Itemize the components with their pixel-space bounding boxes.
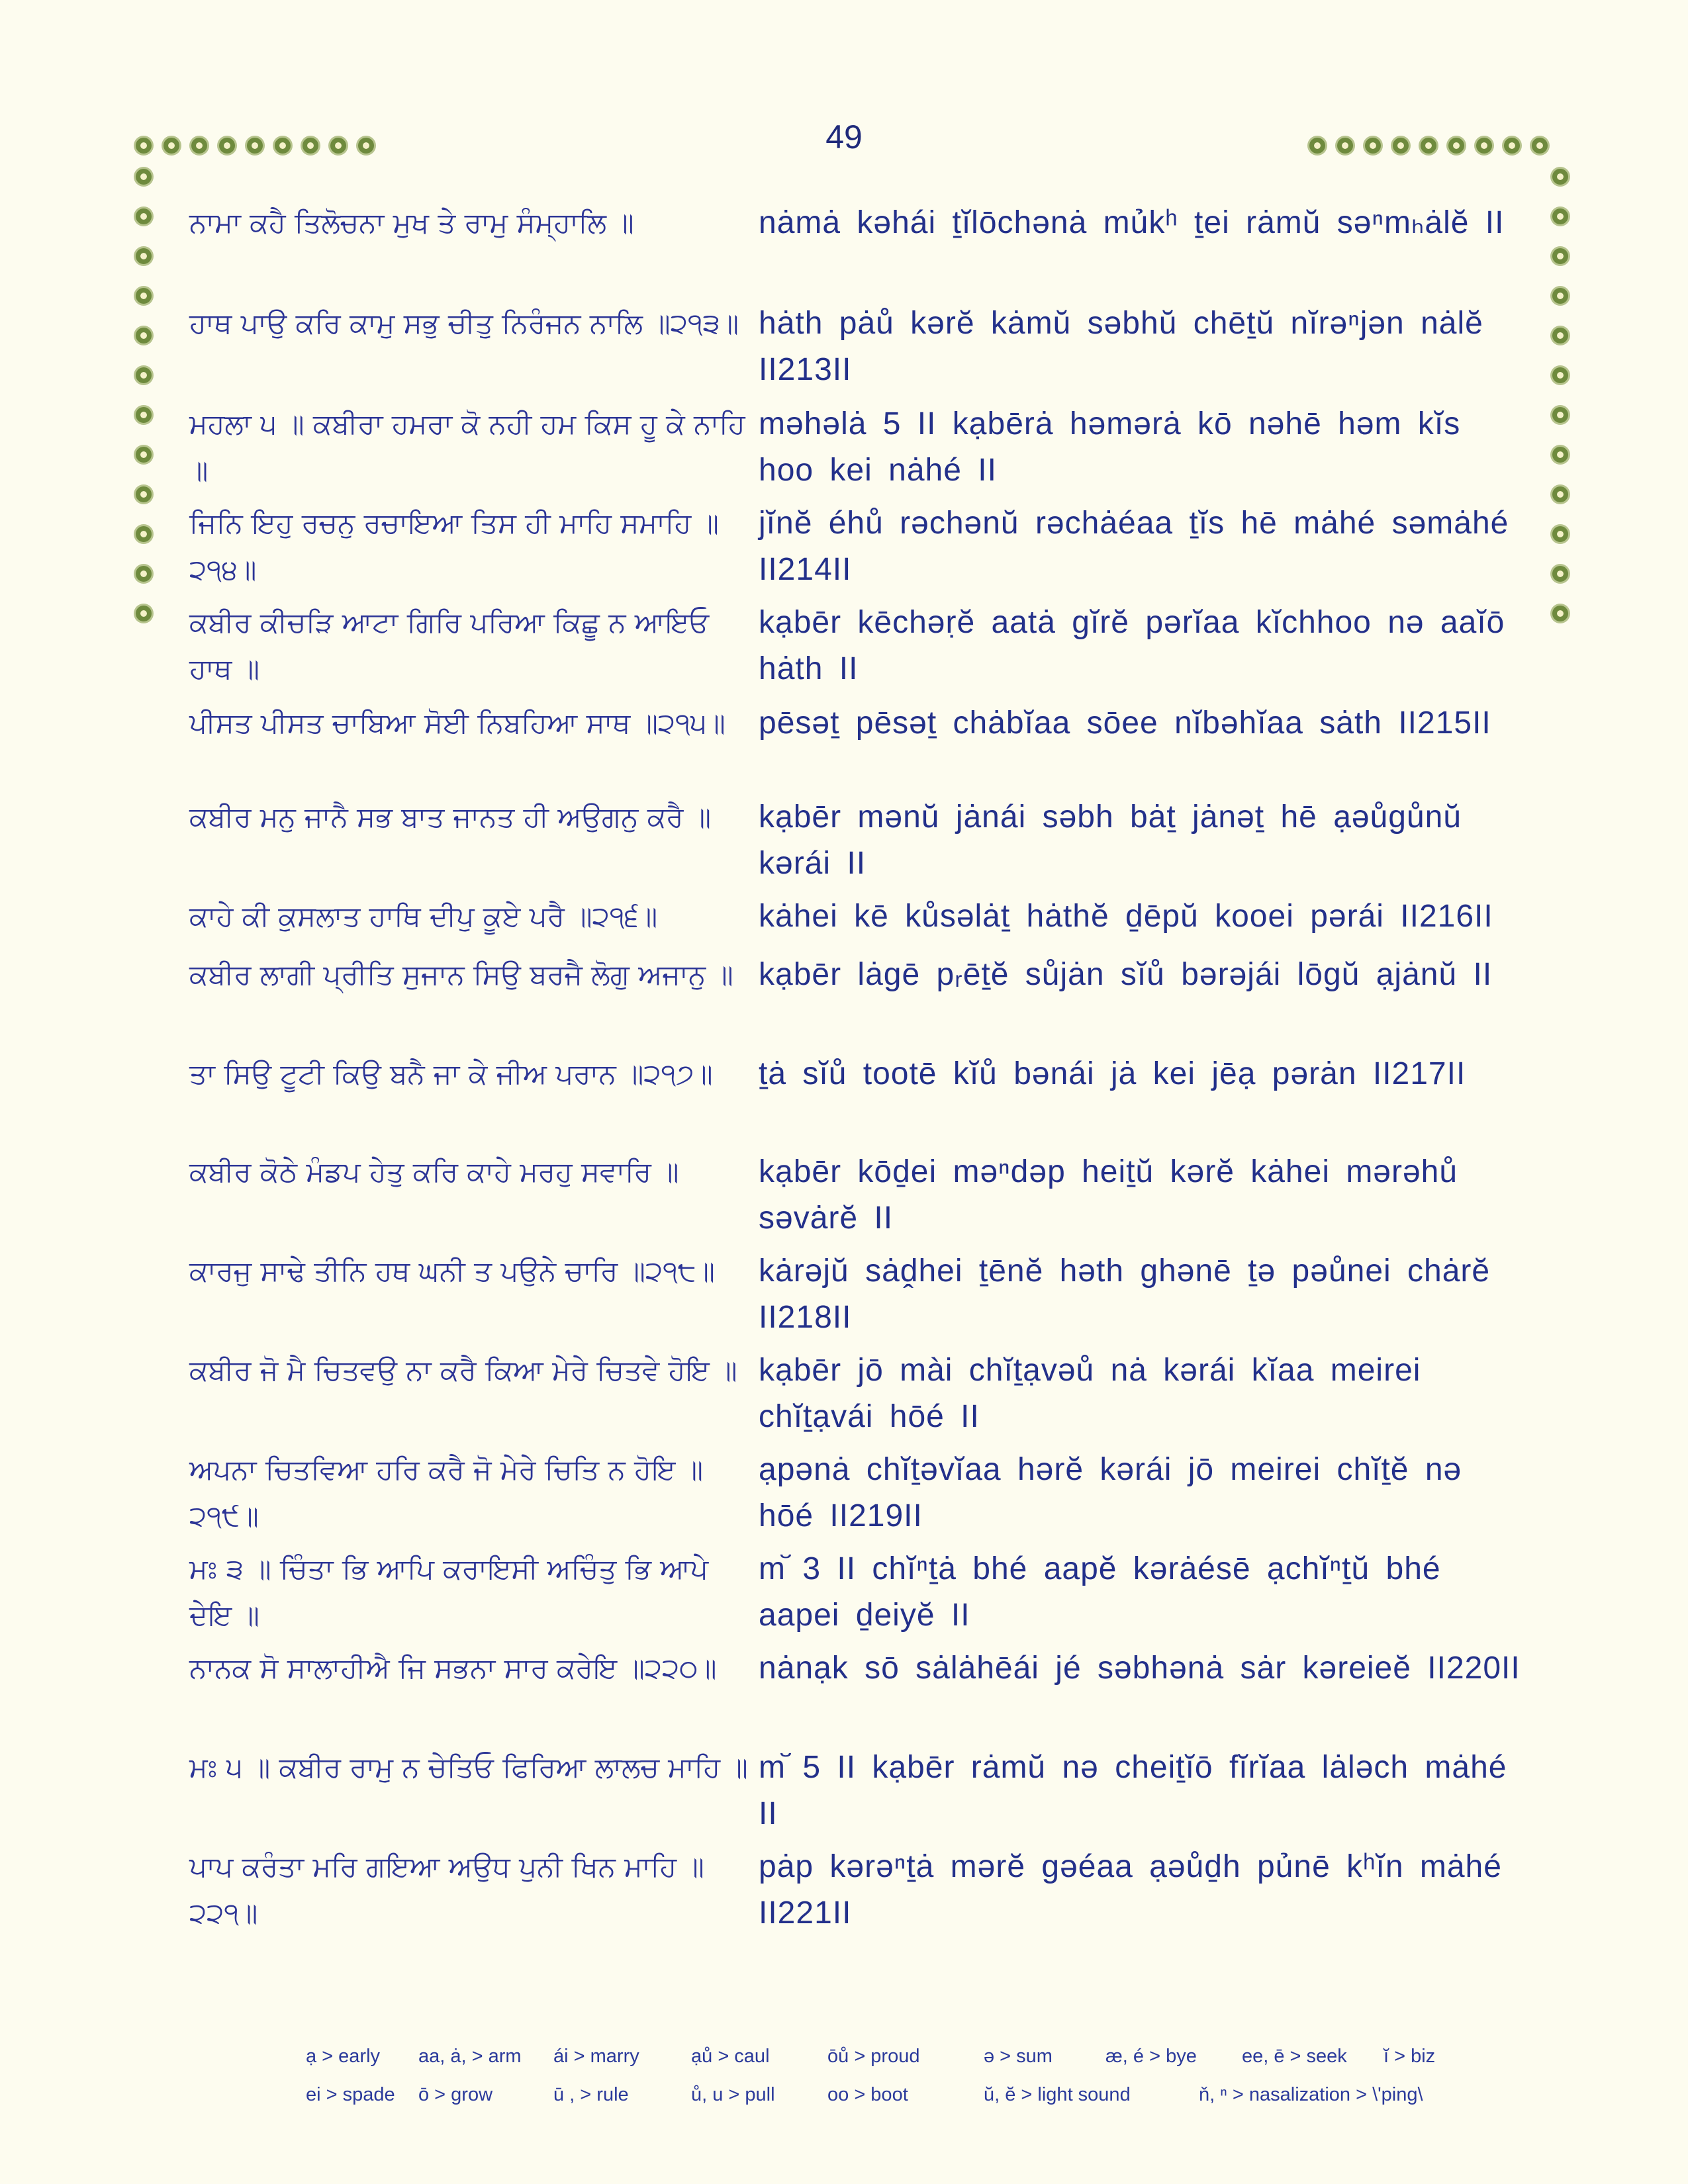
gurmukhi-text: ਪਾਪ ਕਰੰਤਾ ਮਰਿ ਗਇਆ ਅਉਧ ਪੁਨੀ ਖਿਨ ਮਾਹਿ ॥੨੨੧॥ <box>189 1850 704 1929</box>
flower-icon <box>301 136 320 156</box>
flower-icon <box>1550 564 1570 584</box>
gurmukhi-text: ਜਿਨਿ ਇਹੁ ਰਚਨੁ ਰਚਾਇਆ ਤਿਸ ਹੀ ਮਾਹਿ ਸਮਾਹਿ ॥੨੧੪॥ <box>189 507 719 586</box>
transliteration-text: kȧrəjŭ sȧḓhei ṯēnĕ həth ghənē ṯə pəůnei chȧrĕ II218II <box>759 1253 1491 1335</box>
transliteration-text: m꙼ 5 II kạbēr rȧmŭ nə cheiṯĭō fĭrĭaa lȧləch mȧhé II <box>759 1750 1507 1831</box>
flower-icon <box>134 445 154 465</box>
verse-row <box>189 948 1523 1047</box>
flower-icon <box>1446 136 1466 156</box>
verse-row <box>189 1641 1523 1741</box>
flower-icon <box>134 564 154 584</box>
legend-line-2 <box>306 2075 1497 2114</box>
verse-row <box>189 790 1523 889</box>
legend-entry: ei > spade <box>306 2083 395 2105</box>
flower-icon <box>134 136 154 156</box>
flower-icon <box>134 246 154 266</box>
transliteration-text: kạbēr kēchəṛĕ aatȧ gĭrĕ pərĭaa kĭchhoo nə aaĭō hȧth II <box>759 605 1505 686</box>
transliteration-text: m꙼ 3 II chĭⁿṯȧ bhé aapĕ kərȧésē ạchĭⁿṯŭ bhé aapei ḏeiyĕ II <box>759 1551 1441 1633</box>
flower-icon <box>1391 136 1411 156</box>
gurmukhi-text: ਕਾਹੇ ਕੀ ਕੁਸਲਾਤ ਹਾਥਿ ਦੀਪੁ ਕੂਏ ਪਰੈ ॥੨੧੬॥ <box>189 900 658 933</box>
left-ornament <box>134 167 154 623</box>
transliteration-text: nȧnạk sō sȧlȧhēái jé səbhənȧ sȧr kəreieĕ II220II <box>759 1651 1521 1686</box>
transliteration-text: ạpənȧ chĭṯəvĭaa hərĕ kərái jō meirei chĭṯĕ nə hōé II219II <box>759 1452 1462 1533</box>
flower-icon <box>134 167 154 187</box>
legend-entry: ŭ, ĕ > light sound <box>984 2083 1131 2105</box>
gurmukhi-text: ਕਬੀਰ ਕੋਠੇ ਮੰਡਪ ਹੇਤੁ ਕਰਿ ਕਾਹੇ ਮਰਹੁ ਸਵਾਰਿ ॥ <box>189 1156 679 1188</box>
verse-row <box>189 596 1523 696</box>
flower-icon <box>273 136 293 156</box>
flower-icon <box>134 326 154 345</box>
transliteration-text: jĭnĕ éhů rəchənŭ rəchȧéaa ṯĭs hē mȧhé səmȧhé II214II <box>759 506 1509 587</box>
legend-entry: ạ > early <box>306 2045 381 2067</box>
verse-row <box>189 196 1523 296</box>
legend-entry: ū , > rule <box>553 2083 629 2105</box>
verse-row <box>189 397 1523 496</box>
verse-row <box>189 1542 1523 1641</box>
flower-icon <box>1502 136 1522 156</box>
legend-entry: ň, ⁿ > nasalization > \'ping\ <box>1199 2083 1423 2105</box>
flower-icon <box>245 136 265 156</box>
gurmukhi-text: ਮਹਲਾ ੫ ॥ ਕਬੀਰਾ ਹਮਰਾ ਕੋ ਨਹੀ ਹਮ ਕਿਸ ਹੂ ਕੇ ਨਾਹਿ ॥ <box>189 408 745 486</box>
verse-row <box>189 1840 1523 1939</box>
legend-entry: ōů > proud <box>827 2045 920 2067</box>
verse-row <box>189 496 1523 596</box>
transliteration-text: hȧth pȧů kərĕ kȧmŭ səbhŭ chēṯŭ nĭrəⁿjən nȧlĕ II213II <box>759 306 1483 387</box>
flower-icon <box>1550 206 1570 226</box>
legend-entry: ů, u > pull <box>691 2083 775 2105</box>
legend-entry: ee, ē > seek <box>1242 2045 1347 2067</box>
flower-icon <box>1550 167 1570 187</box>
pronunciation-legend <box>306 2037 1497 2114</box>
flower-icon <box>1550 246 1570 266</box>
gurmukhi-text: ਨਾਮਾ ਕਹੈ ਤਿਲੋਚਨਾ ਮੁਖ ਤੇ ਰਾਮੁ ਸੰਮ੍ਹਾਲਿ ॥ <box>189 206 634 239</box>
top-right-ornament <box>1307 136 1550 156</box>
flower-icon <box>1550 365 1570 385</box>
flower-icon <box>1363 136 1383 156</box>
gurmukhi-text: ਕਬੀਰ ਕੀਚੜਿ ਆਟਾ ਗਿਰਿ ਪਰਿਆ ਕਿਛੂ ਨ ਆਇਓ ਹਾਥ ॥ <box>189 606 710 685</box>
legend-entry: ō > grow <box>418 2083 493 2105</box>
verse-row <box>189 696 1523 790</box>
flower-icon <box>1550 484 1570 504</box>
legend-entry: ái > marry <box>553 2045 639 2067</box>
flower-icon <box>1550 445 1570 465</box>
flower-icon <box>1550 326 1570 345</box>
gurmukhi-text: ਕਾਰਜੁ ਸਾਢੇ ਤੀਨਿ ਹਥ ਘਨੀ ਤ ਪਉਨੇ ਚਾਰਿ ॥੨੧੮॥ <box>189 1255 715 1287</box>
verse-row <box>189 1145 1523 1244</box>
transliteration-text: kạbēr jō mài chĭṯạvəů nȧ kərái kĭaa meirei chĭṯạvái hōé II <box>759 1353 1421 1434</box>
legend-line-1 <box>306 2037 1497 2075</box>
gurmukhi-text: ਹਾਥ ਪਾਉ ਕਰਿ ਕਾਮੁ ਸਭੁ ਚੀਤੁ ਨਿਰੰਜਨ ਨਾਲਿ ॥੨੧੩॥ <box>189 307 739 340</box>
legend-entry: ə > sum <box>984 2045 1053 2067</box>
verse-row <box>189 1343 1523 1443</box>
flower-icon <box>1550 524 1570 544</box>
verse-row <box>189 1443 1523 1542</box>
transliteration-text: məhəlȧ 5 II kạbērȧ həmərȧ kō nəhē həm kĭs hoo kei nȧhé II <box>759 406 1461 488</box>
legend-entry: aa, ȧ, > arm <box>418 2045 522 2067</box>
gurmukhi-text: ਤਾ ਸਿਉ ਟੂਟੀ ਕਿਉ ਬਨੈ ਜਾ ਕੇ ਜੀਅ ਪਰਾਨ ॥੨੧੭॥ <box>189 1058 713 1090</box>
gurmukhi-text: ਕਬੀਰ ਮਨੁ ਜਾਨੈ ਸਭ ਬਾਤ ਜਾਨਤ ਹੀ ਅਉਗਨੁ ਕਰੈ ॥ <box>189 801 712 833</box>
page-number: 49 <box>825 118 863 156</box>
transliteration-text: kạbēr lȧgē pᵣēṯĕ sůjȧn sĭů bərəjái lōgŭ ạjȧnŭ II <box>759 957 1493 992</box>
gurmukhi-text: ਮਃ ੫ ॥ ਕਬੀਰ ਰਾਮੁ ਨ ਚੇਤਿਓ ਫਿਰਿਆ ਲਾਲਚ ਮਾਹਿ ॥ <box>189 1751 748 1784</box>
verse-row <box>189 296 1523 397</box>
flower-icon <box>1550 405 1570 425</box>
transliteration-text: kạbēr kōḏei məⁿdəp heiṯŭ kərĕ kȧhei mərəhů səvȧrĕ II <box>759 1154 1458 1236</box>
flower-icon <box>1550 604 1570 623</box>
flower-icon <box>134 604 154 623</box>
flower-icon <box>356 136 376 156</box>
transliteration-text: kȧhei kē kůsəlȧṯ hȧthĕ ḏēpŭ kooei pərái II216II <box>759 899 1493 934</box>
transliteration-text: ṯȧ sĭů tootē kĭů bənái jȧ kei jēạ pərȧn II217II <box>759 1056 1466 1091</box>
verse-row <box>189 1047 1523 1145</box>
flower-icon <box>328 136 348 156</box>
flower-icon <box>162 136 181 156</box>
verse-row <box>189 1244 1523 1343</box>
flower-icon <box>1550 286 1570 306</box>
flower-icon <box>1530 136 1550 156</box>
flower-icon <box>1419 136 1438 156</box>
legend-entry: ĭ > biz <box>1383 2045 1436 2067</box>
flower-icon <box>134 405 154 425</box>
transliteration-text: pēsəṯ pēsəṯ chȧbĭaa sōee nĭbəhĭaa sȧth II215II <box>759 705 1491 741</box>
gurmukhi-text: ਮਃ ੩ ॥ ਚਿੰਤਾ ਭਿ ਆਪਿ ਕਰਾਇਸੀ ਅਚਿੰਤੁ ਭਿ ਆਪੇ ਦੇਇ ॥ <box>189 1553 708 1631</box>
flower-icon <box>134 206 154 226</box>
verse-row <box>189 889 1523 948</box>
flower-icon <box>134 484 154 504</box>
flower-icon <box>134 365 154 385</box>
flower-icon <box>1335 136 1355 156</box>
transliteration-text: nȧmȧ kəhái ṯĭlōchənȧ mủkʰ ṯei rȧmŭ səⁿmₕȧlĕ II <box>759 205 1505 240</box>
transliteration-text: pȧp kərəⁿṯȧ mərĕ gəéaa ạəůḏh pủnē kʰĭn mȧhé II221II <box>759 1849 1502 1931</box>
right-ornament <box>1550 167 1570 623</box>
gurmukhi-text: ਨਾਨਕ ਸੋ ਸਾਲਾਹੀਐ ਜਿ ਸਭਨਾ ਸਾਰ ਕਰੇਇ ॥੨੨੦॥ <box>189 1652 717 1684</box>
flower-icon <box>217 136 237 156</box>
gurmukhi-text: ਕਬੀਰ ਜੋ ਮੈ ਚਿਤਵਉ ਨਾ ਕਰੈ ਕਿਆ ਮੇਰੇ ਚਿਤਵੇ ਹੋਇ ॥ <box>189 1354 737 1387</box>
verse-table <box>189 196 1523 1939</box>
flower-icon <box>134 286 154 306</box>
flower-icon <box>1307 136 1327 156</box>
flower-icon <box>134 524 154 544</box>
verse-row <box>189 1741 1523 1840</box>
gurmukhi-text: ਪੀਸਤ ਪੀਸਤ ਚਾਬਿਆ ਸੋਈ ਨਿਬਹਿਆ ਸਾਥ ॥੨੧੫॥ <box>189 707 726 739</box>
transliteration-text: kạbēr mənŭ jȧnái səbh bȧṯ jȧnəṯ hē ạəůgůnŭ kərái II <box>759 799 1462 881</box>
top-left-ornament <box>134 136 376 156</box>
legend-entry: æ, é > bye <box>1105 2045 1197 2067</box>
legend-entry: oo > boot <box>827 2083 908 2105</box>
flower-icon <box>189 136 209 156</box>
flower-icon <box>1474 136 1494 156</box>
legend-entry: ạů > caul <box>691 2045 770 2067</box>
gurmukhi-text: ਕਬੀਰ ਲਾਗੀ ਪ੍ਰੀਤਿ ਸੁਜਾਨ ਸਿਉ ਬਰਜੈ ਲੋਗੁ ਅਜਾਨੁ ॥ <box>189 958 733 991</box>
gurmukhi-text: ਅਪਨਾ ਚਿਤਵਿਆ ਹਰਿ ਕਰੈ ਜੋ ਮੇਰੇ ਚਿਤਿ ਨ ਹੋਇ ॥੨੧੯॥ <box>189 1453 704 1532</box>
